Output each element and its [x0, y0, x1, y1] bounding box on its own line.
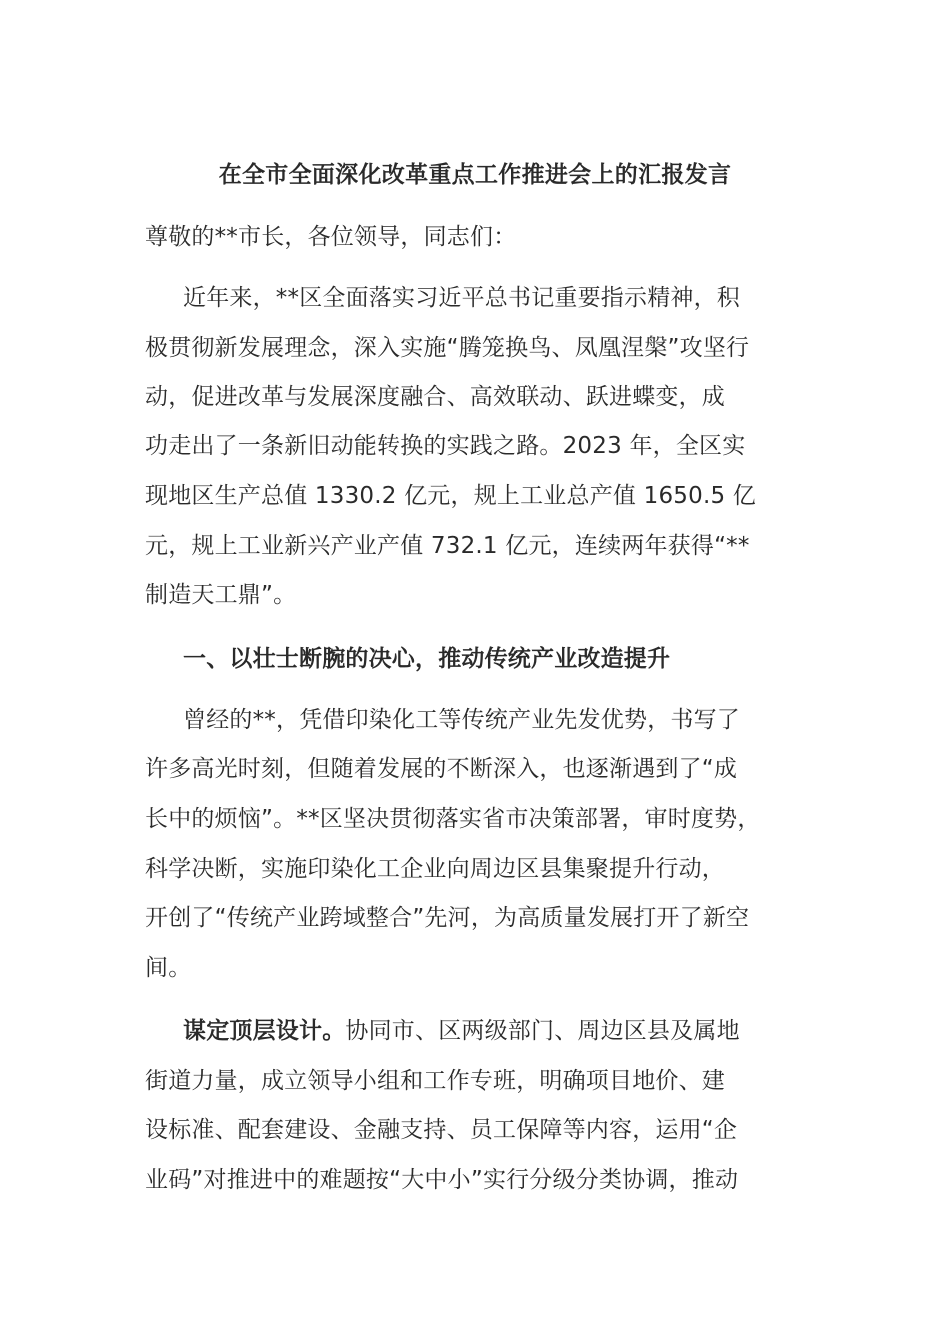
intro-line: 功走出了一条新旧动能转换的实践之路。2023 年，全区实 — [145, 433, 746, 459]
section-heading: 一、以壮士断腕的决心，推动传统产业改造提升 — [183, 646, 671, 672]
intro-line: 元，规上工业新兴产业产值 732.1 亿元，连续两年获得“** — [145, 533, 750, 559]
section-line: 间。 — [145, 955, 192, 981]
subsection-line: 设标准、配套建设、金融支持、员工保障等内容，运用“企 — [145, 1117, 738, 1143]
section-line: 长中的烦恼”。**区坚决贯彻落实省市决策部署，审时度势， — [145, 806, 761, 832]
intro-line: 动，促进改革与发展深度融合、高效联动、跃进蝶变，成 — [145, 384, 725, 410]
intro-line: 极贯彻新发展理念，深入实施“腾笼换鸟、凤凰涅槃”攻坚行 — [145, 335, 750, 361]
intro-line: 近年来，**区全面落实习近平总书记重要指示精神，积 — [183, 285, 740, 311]
section-line: 科学决断，实施印染化工企业向周边区县集聚提升行动， — [145, 856, 725, 882]
salutation: 尊敬的**市长，各位领导，同志们： — [145, 224, 517, 250]
subsection-line: 业码”对推进中的难题按“大中小”实行分级分类协调，推动 — [145, 1167, 739, 1193]
section-line: 开创了“传统产业跨域整合”先河，为高质量发展打开了新空 — [145, 905, 750, 931]
intro-line: 制造天工鼎”。 — [145, 582, 297, 608]
subsection-line: 街道力量，成立领导小组和工作专班，明确项目地价、建 — [145, 1068, 725, 1094]
intro-line: 现地区生产总值 1330.2 亿元，规上工业总产值 1650.5 亿 — [145, 483, 756, 509]
section-line: 曾经的**，凭借印染化工等传统产业先发优势，书写了 — [183, 707, 740, 733]
section-line: 许多高光时刻，但随着发展的不断深入，也逐渐遇到了“成 — [145, 756, 738, 782]
subsection-first-line — [183, 1014, 740, 1048]
document-title: 在全市全面深化改革重点工作推进会上的汇报发言 — [218, 162, 732, 188]
subsection-first-line-text: 协同市、区两级部门、周边区县及属地 — [345, 1018, 740, 1044]
subsection-lead: 谋定顶层设计。 — [183, 1018, 346, 1044]
